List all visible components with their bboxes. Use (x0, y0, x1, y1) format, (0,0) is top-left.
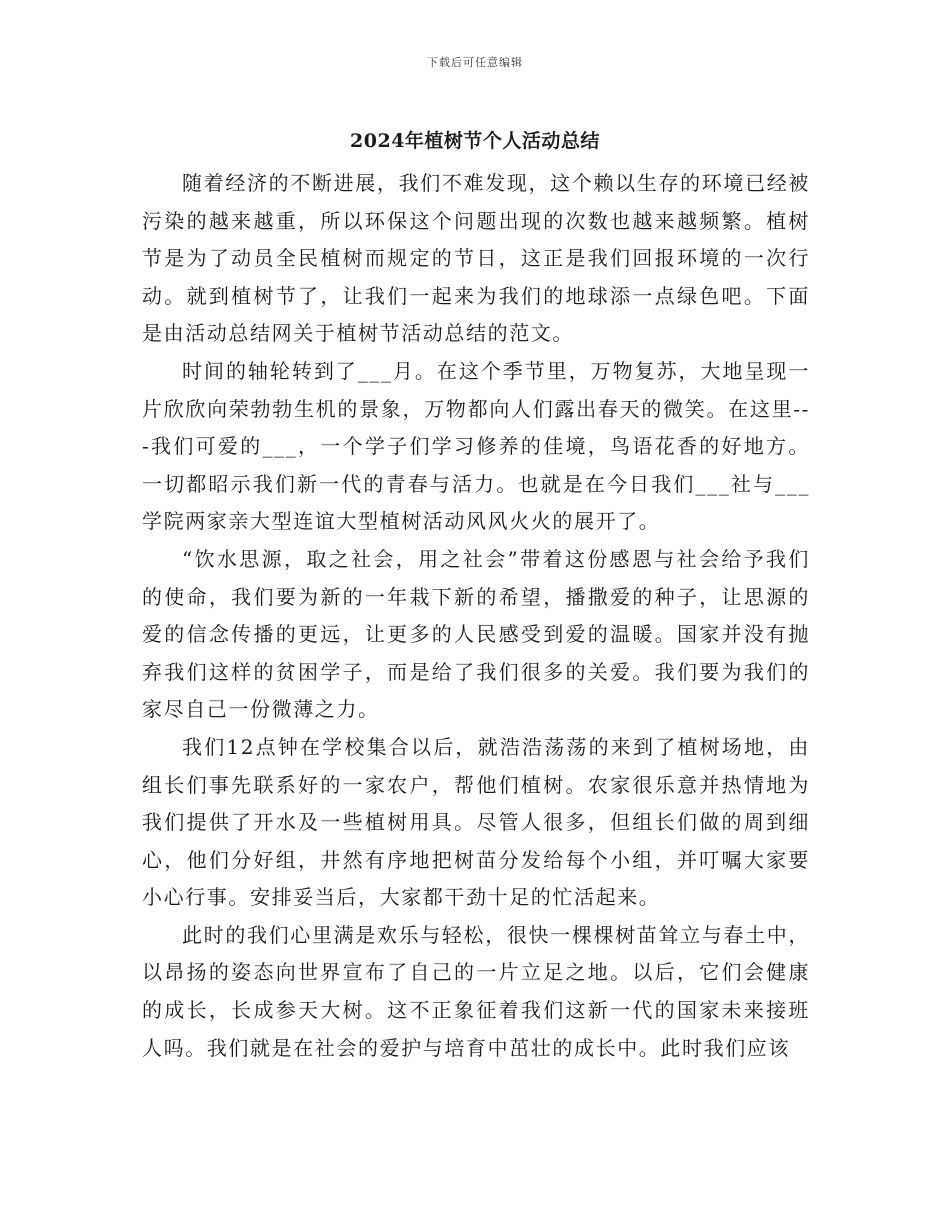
document-title: 2024年植树节个人活动总结 (350, 130, 600, 152)
paragraph: “饮水思源，取之社会，用之社会”带着这份感恩与社会给予我们的使命，我们要为新的一年栽下新的希望，播撒爱的种子，让思源的爱的信念传播的更远，让更多的人民感受到爱的温暖。国家并没有抛弃我们这样的贫困学子，而是给了我们很多的关爱。我们要为我们的家尽自己一份微薄之力。 (142, 546, 810, 722)
paragraph: 我们12点钟在学校集合以后，就浩浩荡荡的来到了植树场地，由组长们事先联系好的一家农户，帮他们植树。农家很乐意并热情地为我们提供了开水及一些植树用具。尽管人很多，但组长们做的周到细心，他们分好组，井然有序地把树苗分发给每个小组，并叮嘱大家要小心行事。安排妥当后，大家都干劲十足的忙活起来。 (142, 734, 810, 910)
paragraph: 随着经济的不断进展，我们不难发现，这个赖以生存的环境已经被污染的越来越重，所以环保这个问题出现的次数也越来越频繁。植树节是为了动员全民植树而规定的节日，这正是我们回报环境的一次行动。就到植树节了，让我们一起来为我们的地球添一点绿色吧。下面是由活动总结网关于植树节活动总结的范文。 (142, 171, 810, 346)
header-note: 下载后可任意编辑 (427, 56, 523, 69)
document-body (142, 165, 810, 1067)
paragraph: 此时的我们心里满是欢乐与轻松，很快一棵棵树苗耸立与春土中，以昂扬的姿态向世界宣布了自己的一片立足之地。以后，它们会健康的成长，长成参天大树。这不正象征着我们这新一代的国家未来接班人吗。我们就是在社会的爱护与培育中茁壮的成长中。此时我们应该 (142, 922, 810, 1060)
paragraph: 时间的轴轮转到了___月。在这个季节里，万物复苏，大地呈现一片欣欣向荣勃勃生机的景象，万物都向人们露出春天的微笑。在这里---我们可爱的___，一个学子们学习修养的佳境，鸟语花香的好地方。一切都昭示我们新一代的青春与活力。也就是在今日我们___社与___学院两家亲大型连谊大型植树活动风风火火的展开了。 (142, 358, 810, 534)
